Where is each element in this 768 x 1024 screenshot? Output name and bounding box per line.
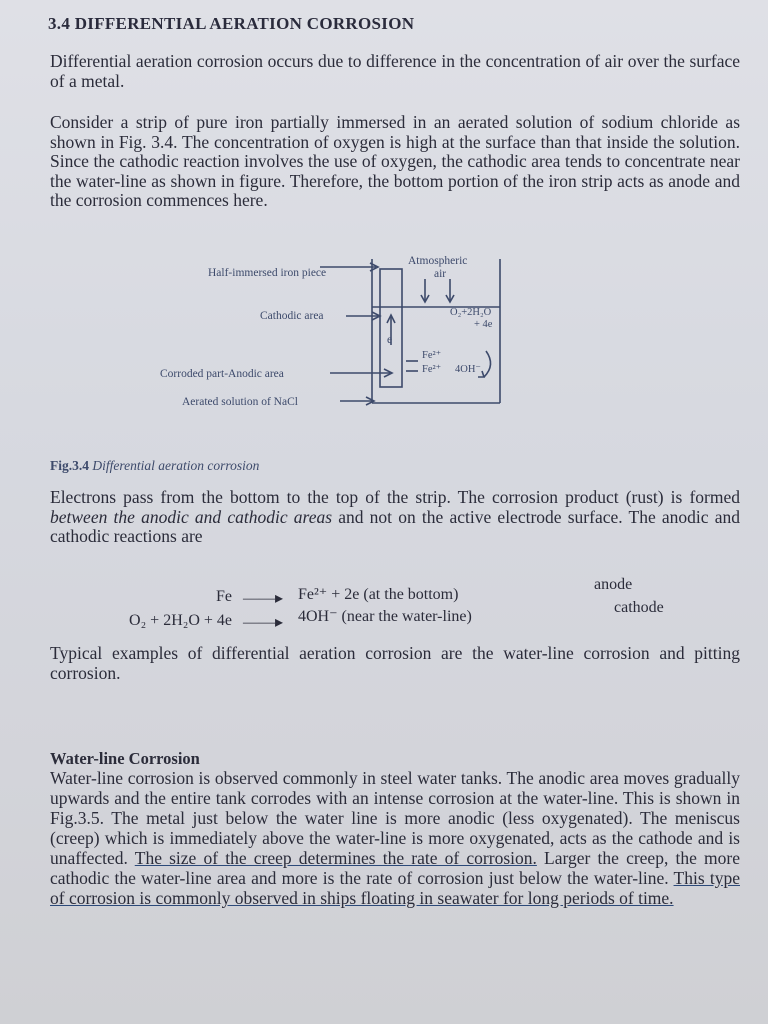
consider-paragraph: Consider a strip of pure iron partially immersed in an aerated solution of sodium chloride as shown in Fig. 3.4. The concentration of oxygen is high at the surface than that inside the solution. Since the cathodic reaction involves the use of oxygen, the cathodic area tends to concentrate near the water-line as shown in figure. Therefore, the bottom portion of the iron strip acts as anode and the corrosion commences here.	[50, 112, 740, 210]
label-air: air	[434, 268, 447, 280]
reaction-cathode-rhs: 4OH⁻ (near the water-line)	[298, 608, 472, 625]
label-atmospheric: Atmospheric	[408, 255, 468, 267]
oh-bracket	[484, 351, 491, 377]
waterline-underlined-2: This type of corrosion is commonly observed in ships floating in seawater for long periods of time.	[50, 868, 740, 908]
intro-paragraph: Differential aeration corrosion occurs due to difference in the concentration of air over the surface of a metal.	[50, 51, 740, 91]
section-heading: 3.4 DIFFERENTIAL AERATION CORROSION	[48, 14, 415, 33]
label-fe-ion-2: Fe²⁺	[422, 364, 442, 375]
electrons-line-2-italic: between the anodic and cathodic areas	[50, 506, 333, 527]
reaction-anode-rhs: Fe²⁺ + 2e (at the bottom)	[298, 586, 459, 603]
label-half-immersed: Half-immersed iron piece	[208, 267, 327, 279]
electrons-paragraph	[50, 488, 740, 547]
label-fe-ion-1: Fe²⁺	[422, 350, 442, 361]
reaction-cathode-lhs: O₂ + 2H₂O + 4e	[129, 612, 232, 629]
figure-caption	[50, 458, 259, 474]
reaction-anode-arrow: ——▸	[243, 590, 284, 607]
waterline-paragraph	[50, 768, 740, 908]
waterline-text-b: Larger the creep, the more cathodic the water-line area and more is the rate of corrosion just below the water-line.	[50, 848, 740, 888]
label-electron: e	[387, 334, 393, 346]
waterline-text-a: Water-line corrosion is observed commonly in steel water tanks. The anodic area moves gradually upwards and the entire tank corrodes with an intense corrosion at the water-line. This is shown in Fig.3.5. The metal just below the water line is more anodic (less oxygenated). The meniscus (creep) which is immediately above the water-line is more oxygenated, acts as the cathode and is unaffected.	[50, 768, 740, 868]
electrons-line-1: Electrons pass from the bottom to the top of the strip. The corrosion product (rust) is	[50, 487, 683, 507]
figure-3-4	[150, 255, 530, 425]
electrons-line-2c: and not on the active electrode surface.	[332, 506, 623, 527]
typical-paragraph: Typical examples of differential aeration corrosion are the water-line corrosion and pitting corrosion.	[50, 643, 740, 683]
label-cathodic-area: Cathodic area	[260, 310, 324, 322]
label-hydroxide: 4OH⁻	[455, 364, 481, 375]
reaction-anode-lhs: Fe	[216, 588, 232, 605]
waterline-underlined-1: The size of the creep determines the rate of corrosion.	[134, 848, 537, 868]
electrons-line-3: The anodic and cathodic reactions are	[50, 506, 741, 546]
caption-number: Fig.3.4	[50, 458, 89, 473]
reaction-anode-label: anode	[594, 576, 633, 593]
label-plus-4e: + 4e	[474, 319, 493, 330]
electrons-line-2a: formed	[689, 487, 740, 507]
reaction-cathode-label: cathode	[614, 599, 664, 616]
caption-text: Differential aeration corrosion	[92, 458, 260, 473]
label-corroded-part: Corroded part-Anodic area	[160, 368, 284, 380]
label-aerated-solution: Aerated solution of NaCl	[182, 396, 298, 408]
waterline-heading: Water-line Corrosion	[50, 749, 200, 768]
reaction-cathode-arrow: ——▸	[243, 614, 284, 631]
label-o2-reaction: O₂+2H₂O	[450, 307, 492, 318]
